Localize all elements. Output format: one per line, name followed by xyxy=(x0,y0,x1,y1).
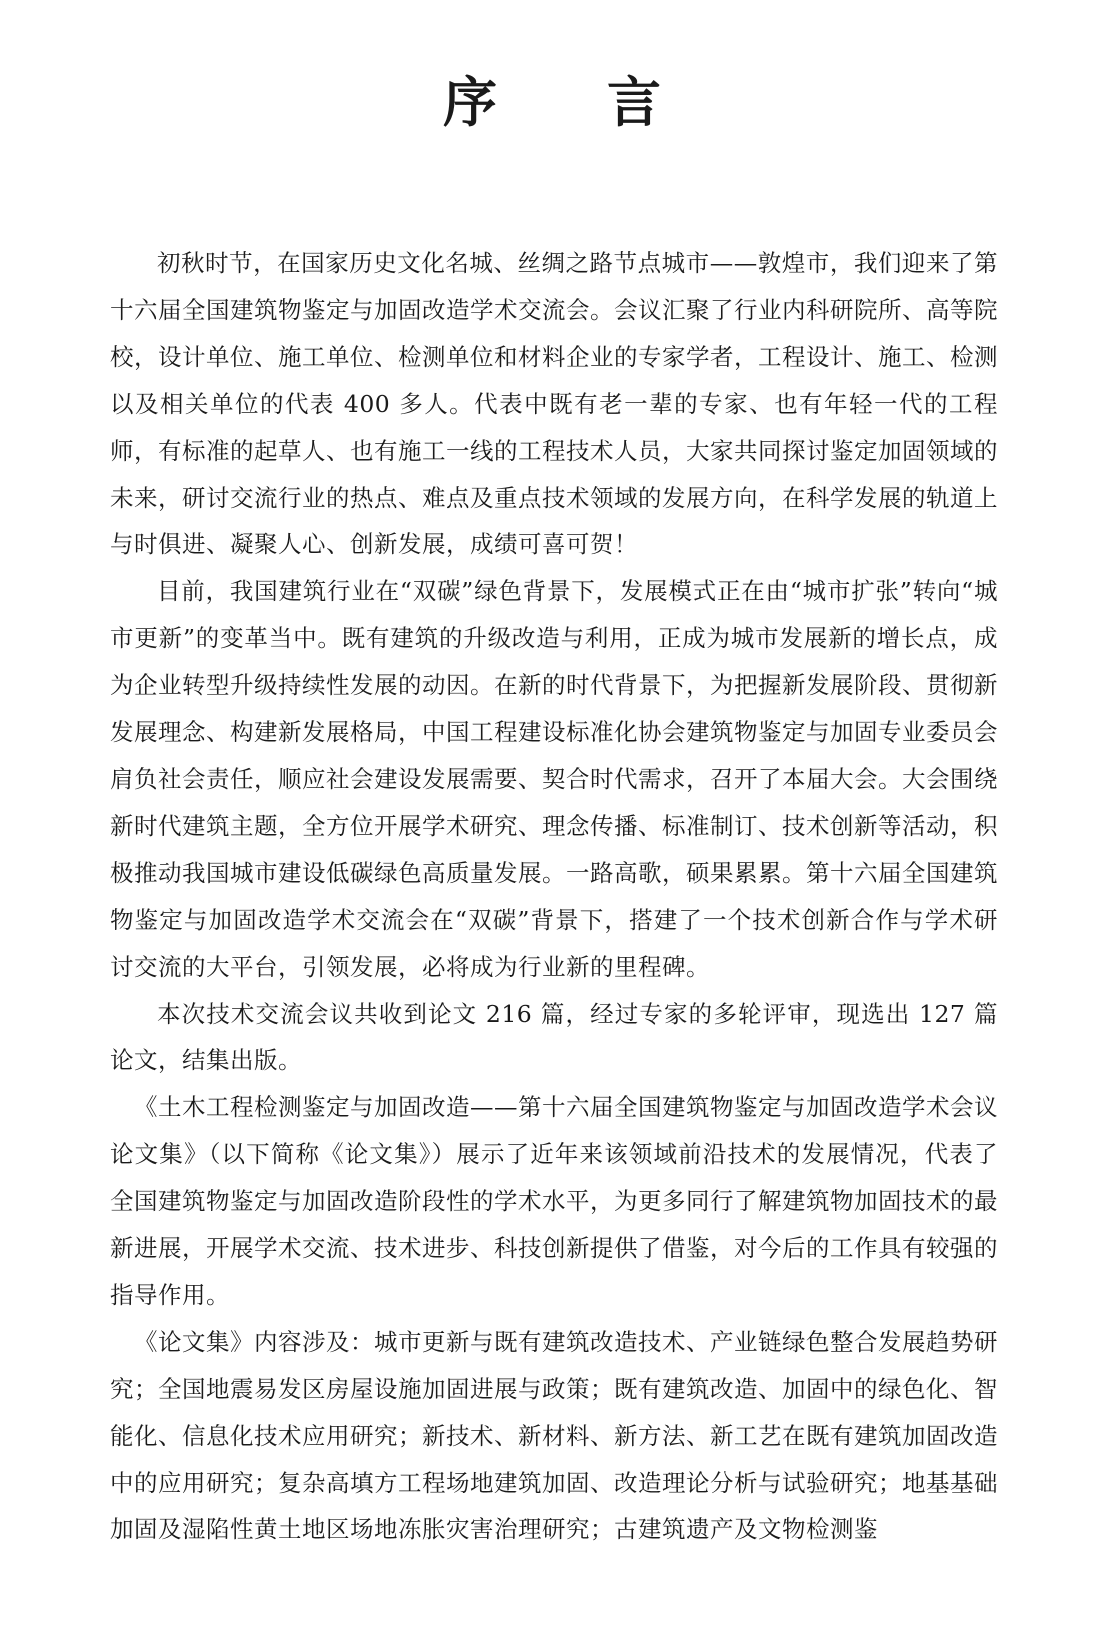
paragraph-4: 《土木工程检测鉴定与加固改造——第十六届全国建筑物鉴定与加固改造学术会议论文集》（以下简称《论文集》）展示了近年来该领域前沿技术的发展情况，代表了全国建筑物鉴定与加固改造阶段性的学术水平，为更多同行了解建筑物加固技术的最新进展，开展学术交流、技术进步、科技创新提供了借鉴，对今后的工作具有较强的指导作用。 xyxy=(110,1093,998,1309)
title-char-2: 言 xyxy=(607,70,661,134)
paragraph-5: 《论文集》内容涉及：城市更新与既有建筑改造技术、产业链绿色整合发展趋势研究；全国地震易发区房屋设施加固进展与政策；既有建筑改造、加固中的绿色化、智能化、信息化技术应用研究；新技术、新材料、新方法、新工艺在既有建筑加固改造中的应用研究；复杂高填方工程场地建筑加固、改造理论分析与试验研究；地基基础加固及湿陷性黄土地区场地冻胀灾害治理研究；古建筑遗产及文物检测鉴 xyxy=(110,1327,998,1544)
preface-body xyxy=(110,240,998,1553)
paragraph-2: 目前，我国建筑行业在“双碳”绿色背景下，发展模式正在由“城市扩张”转向“城市更新”的变革当中。既有建筑的升级改造与利用，正成为城市发展新的增长点，成为企业转型升级持续性发展的动因。在新的时代背景下，为把握新发展阶段、贯彻新发展理念、构建新发展格局，中国工程建设标准化协会建筑物鉴定与加固专业委员会肩负社会责任，顺应社会建设发展需要、契合时代需求，召开了本届大会。大会围绕新时代建筑主题，全方位开展学术研究、理念传播、标准制订、技术创新等活动，积极推动我国城市建设低碳绿色高质量发展。一路高歌，硕果累累。第十六届全国建筑物鉴定与加固改造学术交流会在“双碳”背景下，搭建了一个技术创新合作与学术研讨交流的大平台，引领发展，必将成为行业新的里程碑。 xyxy=(110,577,998,981)
paragraph-3: 本次技术交流会议共收到论文 216 篇，经过专家的多轮评审，现选出 127 篇论文，结集出版。 xyxy=(110,999,998,1075)
paragraph-1: 初秋时节，在国家历史文化名城、丝绸之路节点城市——敦煌市，我们迎来了第十六届全国建筑物鉴定与加固改造学术交流会。会议汇聚了行业内科研院所、高等院校，设计单位、施工单位、检测单位和材料企业的专家学者，工程设计、施工、检测以及相关单位的代表 400 多人。代表中既有老一辈的专家、也有年轻一代的工程师，有标准的起草人、也有施工一线的工程技术人员，大家共同探讨鉴定加固领域的未来，研讨交流行业的热点、难点及重点技术领域的发展方向，在科学发展的轨道上与时俱进、凝聚人心、创新发展，成绩可喜可贺！ xyxy=(110,249,998,559)
title-char-1: 序 xyxy=(443,70,497,134)
page-title xyxy=(0,62,1104,142)
